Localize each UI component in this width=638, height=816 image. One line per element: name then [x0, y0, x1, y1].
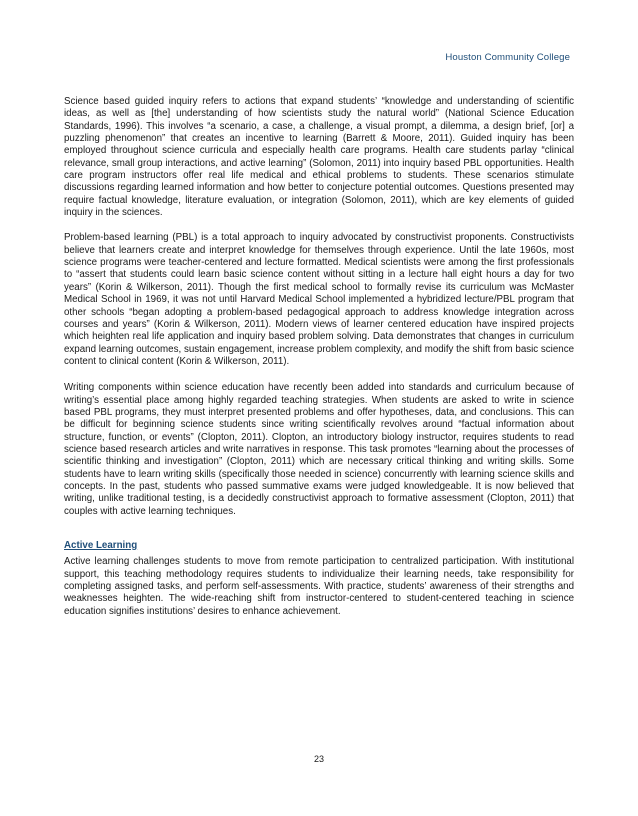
paragraph-guided-inquiry: Science based guided inquiry refers to actions that expand students’ “knowledge and understanding of scientific ideas, as well as [the] understanding of how scientists study the natural world” (National Science Education Standards, 1996). This involves “a scenario, a case, a challenge, a visual prompt, a dilemma, a design brief, [or] a puzzling phenomenon” that creates an incentive to learning (Barrett & Moore, 2011). Guided inquiry has been employed throughout science curricula and especially health care programs. Health care students parlay “clinical relevance, small group interactions, and active learning” (Solomon, 2011) into inquiry based PBL opportunities. Health care program instructors offer real life medical and ethical problems to students. These scenarios stimulate discussions regarding learned information and how better to conjecture potential outcomes. Questions presented may require factual knowledge, literature evaluation, or integration (Solomon, 2011), which are key elements of guided inquiry in the sciences. [64, 96, 574, 219]
paragraph-writing-components: Writing components within science education have recently been added into standards and curriculum because of writing’s essential place among highly regarded teaching strategies. When students are asked to write in science based PBL programs, they must interpret presented problems and offer hypotheses, data, and conclusions. This can be difficult for beginning science students since writing scientifically revolves around “factual information about structure, function, or events” (Clopton, 2011). Clopton, an introductory biology instructor, requires students to read science based research articles and write narratives in response. This task promotes “learning about the processes of scientific thinking and investigation” (Clopton, 2011) which are necessary critical thinking and writing skills. Some students have to learn writing skills (specifically those needed in science) concurrently with learning science skills and concepts. In the past, students who passed summative exams were judged knowledgeable. It is now believed that writing, unlike traditional testing, is a decidedly constructivist approach to formative assessment (Clopton, 2011) that couples with active learning techniques. [64, 382, 574, 517]
section-heading-active-learning: Active Learning [64, 540, 138, 551]
paragraph-active-learning: Active learning challenges students to move from remote participation to centralized participation. With institutional support, this teaching methodology requires students to individualize their learning needs, take responsibility for completing assigned tasks, and perform self-assessments. With practice, students’ awareness of their strengths and weaknesses heighten. The wide-reaching shift from instructor-centered to student-centered teaching in science education signifies institutions’ desires to enhance achievement. [64, 556, 574, 617]
page-number: 23 [313, 754, 324, 764]
paragraph-problem-based-learning: Problem-based learning (PBL) is a total approach to inquiry advocated by constructivist proponents. Constructivists believe that learners create and interpret knowledge for themselves through experience. Until the late 1960s, most science programs were teacher-centered and lecture formatted. Medical scientists were among the first professionals to “assert that students could learn basic science content without sitting in a lecture hall eight hours a day for two years” (Korin & Wilkerson, 2011). Though the first medical school to formally revise its curriculum was McMaster Medical School in 1969, it was not until Harvard Medical School implemented a hybridized lecture/PBL program that other schools “began adopting a problem-based pedagogical approach to address knowledge integration across courses and years” (Korin & Wilkerson, 2011). Modern views of learner centered education have inspired projects which heighten real life application and inquiry based problem solving. Data demonstrates that changes in curriculum expand learning outcomes, sustain engagement, increase problem complexity, and modify the shift from basic science content to clinical content (Korin & Wilkerson, 2011). [64, 232, 574, 367]
document-body [64, 96, 574, 631]
header-institution: Houston Community College [445, 52, 570, 63]
